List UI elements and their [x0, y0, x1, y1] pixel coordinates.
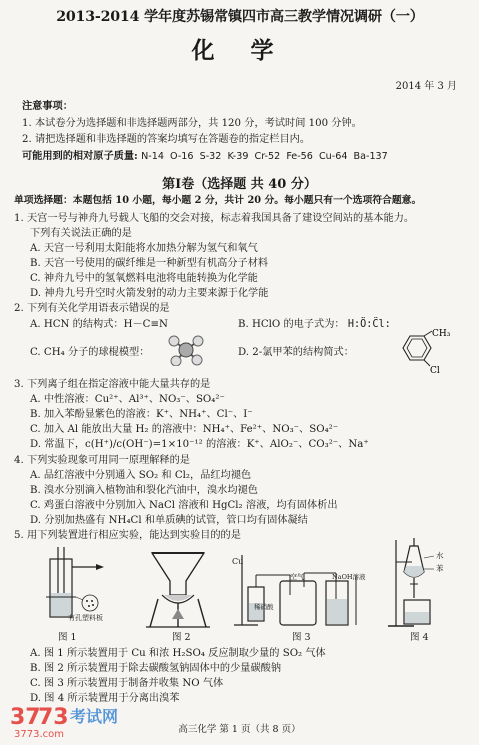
- q2-option-d: D. 2-氯甲苯的结构简式：: [238, 347, 354, 358]
- subject-title: 化 学: [191, 37, 288, 64]
- q3-option-d: D. 常温下，c(H⁺)/c(OH⁻)=1×10⁻¹² 的溶液：K⁺、AlO₂⁻、CO₃²⁻、Na⁺: [30, 439, 369, 450]
- chlorotoluene-structure: [392, 328, 452, 374]
- part1-title: 第Ⅰ卷（选择题 共 40 分）: [162, 177, 317, 192]
- q5-option-c: C. 图 3 所示装置用于制备并收集 NO 气体: [30, 678, 224, 689]
- q4-stem: 4. 下列实验现象可用同一原理解释的是: [14, 455, 190, 466]
- q1-option-d: D. 神舟九号升空时火箭发射的动力主要来源于化学能: [30, 288, 269, 299]
- figure-2-apparatus: [138, 545, 218, 631]
- atomic-masses-row: [22, 150, 388, 164]
- fig3-acid-label: 稀硝酸: [254, 603, 274, 611]
- figure-4-apparatus: [384, 536, 456, 632]
- q5-option-d: D. 图 4 所示装置用于分离出溴苯: [30, 693, 180, 704]
- q3-option-a: A. 中性溶液：Cu²⁺、Al³⁺、NO₃⁻、SO₄²⁻: [30, 394, 225, 405]
- fig1-caption: 图 1: [58, 632, 77, 643]
- fig4-water-label: 水: [436, 551, 444, 560]
- q2-stem: 2. 下列有关化学用语表示错误的是: [14, 303, 170, 314]
- q5-option-b: B. 图 2 所示装置用于除去碳酸氢钠固体中的少量碳酸钠: [30, 663, 282, 674]
- ch4-ball-stick-model: [166, 334, 206, 366]
- hclo-electron-formula: H:Ö:C̈l:: [347, 319, 391, 330]
- q3-option-c: C. 加入 Al 能放出大量 H₂ 的溶液中：NH₄⁺、Fe²⁺、NO₃⁻、SO₄²⁻: [30, 424, 339, 435]
- q5-stem: 5. 用下列装置进行相应实验，能达到实验目的的是: [14, 530, 241, 541]
- atomic-masses-values: N-14 O-16 S-32 K-39 Cr-52 Fe-56 Cu-64 Ba-137: [141, 151, 388, 162]
- svg-text:37: 37: [10, 705, 41, 730]
- page-footer: 高三化学 第 1 页（共 8 页）: [178, 724, 301, 735]
- q4-option-a: A. 品红溶液中分别通入 SO₂ 和 Cl₂，品红均褪色: [30, 470, 252, 481]
- svg-text:考试网: 考试网: [70, 707, 119, 726]
- fig1-plastic-plate-label: 有孔塑料板: [68, 614, 103, 622]
- part1-instruction: 单项选择题：本题包括 10 小题，每小题 2 分，共计 20 分。每小题只有一个选项符合题意。: [14, 195, 422, 206]
- atomic-masses-label: 可能用到的相对原子质量:: [22, 150, 138, 162]
- fig3-air-label: 空气: [290, 573, 304, 581]
- notes-heading: 注意事项：: [22, 100, 73, 112]
- q1-stem-cont: 下列有关说法正确的是: [30, 228, 132, 239]
- q2-option-c: C. CH₄ 分子的球棍模型：: [30, 347, 150, 358]
- q2-option-a: A. HCN 的结构式：H－C≡N: [30, 319, 168, 330]
- watermark-url: 3773.com: [14, 729, 64, 740]
- q4-option-c: C. 鸡蛋白溶液中分别加入 NaCl 溶液和 HgCl₂ 溶液，均有固体析出: [30, 500, 338, 511]
- fig4-caption: 图 4: [410, 632, 429, 643]
- q5-option-a: A. 图 1 所示装置用于 Cu 和浓 H₂SO₄ 反应制取少量的 SO₂ 气体: [30, 648, 326, 659]
- fig3-caption: 图 3: [292, 632, 311, 643]
- exam-title: 2013-2014 学年度苏锡常镇四市高三教学情况调研（一）: [56, 9, 424, 25]
- note-item: 1. 本试卷分为选择题和非选择题两部分，共 120 分，考试时间 100 分钟。: [22, 118, 362, 129]
- svg-text:73: 73: [38, 705, 69, 730]
- fig2-caption: 图 2: [172, 632, 191, 643]
- fig3-cu-label: Cu: [232, 557, 244, 566]
- fig3-naoh-label: NaOH溶液: [332, 573, 366, 581]
- q4-option-d: D. 分别加热盛有 NH₄Cl 和单质碘的试管，管口均有固体凝结: [30, 515, 308, 526]
- q2-option-b-label: B. HClO 的电子式为：: [238, 319, 345, 330]
- q4-option-b: B. 溴水分别滴入植物油和裂化汽油中，溴水均褪色: [30, 485, 258, 496]
- q1-option-c: C. 神舟九号中的氢氧燃料电池将电能转换为化学能: [30, 273, 258, 284]
- q2-option-b: [238, 318, 391, 331]
- q3-stem: 3. 下列离子组在指定溶液中能大量共存的是: [14, 379, 211, 390]
- figure-3-apparatus: [228, 545, 368, 631]
- q1-option-a: A. 天宫一号利用太阳能将水加热分解为氢气和氧气: [30, 243, 258, 254]
- note-item: 2. 请把选择题和非选择题的答案均填写在答题卷的指定栏目内。: [22, 134, 311, 145]
- cl-label: Cl: [430, 366, 440, 374]
- ch3-label: CH₃: [432, 329, 451, 339]
- q1-option-b: B. 天宫一号使用的碳纤维是一种新型有机高分子材料: [30, 258, 269, 269]
- fig4-benzene-label: 苯: [436, 564, 444, 573]
- exam-date: 2014 年 3 月: [395, 81, 457, 92]
- q1-stem: 1. 天宫一号与神舟九号载人飞船的交会对接，标志着我国具备了建设空间站的基本能力。: [14, 213, 415, 224]
- q3-option-b: B. 加入苯酚显紫色的溶液：K⁺、NH₄⁺、Cl⁻、I⁻: [30, 409, 253, 420]
